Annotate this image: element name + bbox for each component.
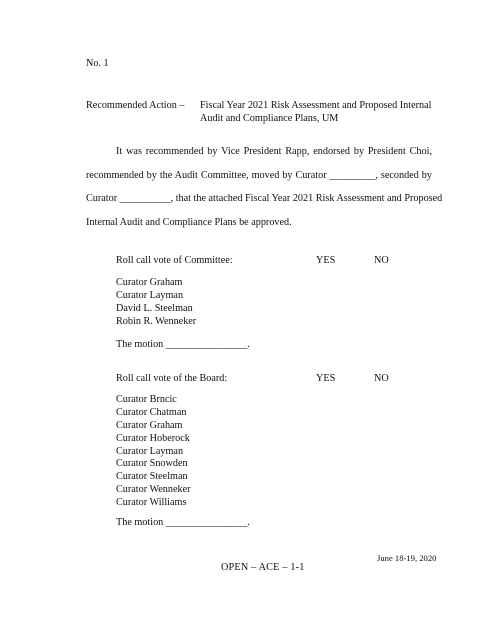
board-member: Curator Steelman	[116, 471, 188, 483]
board-yes-header: YES	[316, 373, 336, 384]
board-member: Curator Snowden	[116, 458, 188, 470]
committee-member-list	[116, 277, 196, 329]
recommended-action-title: Fiscal Year 2021 Risk Assessment and Proposed Internal Audit and Compliance Plans, UM	[200, 100, 432, 124]
resolution-line: Internal Audit and Compliance Plans be approved.	[86, 216, 292, 228]
committee-member: Robin R. Wenneker	[116, 315, 197, 327]
resolution-line: recommended by the Audit Committee, moved by Curator _________, seconded by	[86, 169, 432, 181]
committee-vote-label: Roll call vote of Committee:	[116, 255, 233, 266]
committee-motion: The motion ________________.	[116, 339, 250, 350]
recommended-action-label: Recommended Action –	[86, 100, 185, 111]
committee-no-header: NO	[374, 255, 389, 266]
board-member: Curator Hoberock	[116, 432, 190, 444]
board-motion: The motion ________________.	[116, 517, 250, 528]
committee-member: Curator Graham	[116, 277, 183, 288]
committee-yes-header: YES	[316, 255, 336, 266]
document-number: No. 1	[86, 58, 109, 69]
resolution-paragraph	[86, 146, 443, 240]
resolution-line: It was recommended by Vice President Rapp, endorsed by President Choi,	[116, 146, 432, 157]
board-member: Curator Graham	[116, 419, 183, 431]
board-member: Curator Brncic	[116, 394, 177, 405]
committee-member: David L. Steelman	[116, 302, 193, 314]
board-vote-label: Roll call vote of the Board:	[116, 373, 228, 384]
board-member: Curator Chatman	[116, 406, 187, 418]
board-member: Curator Layman	[116, 445, 184, 457]
board-member: Curator Wenneker	[116, 484, 191, 496]
committee-member: Curator Layman	[116, 289, 184, 301]
resolution-line: Curator __________, that the attached Fiscal Year 2021 Risk Assessment and Proposed	[86, 193, 443, 204]
page-footer: OPEN – ACE – 1-1	[221, 562, 305, 573]
board-no-header: NO	[374, 373, 389, 384]
board-member: Curator Williams	[116, 497, 187, 509]
board-member-list	[116, 394, 191, 510]
meeting-date: June 18-19, 2020	[377, 553, 437, 563]
